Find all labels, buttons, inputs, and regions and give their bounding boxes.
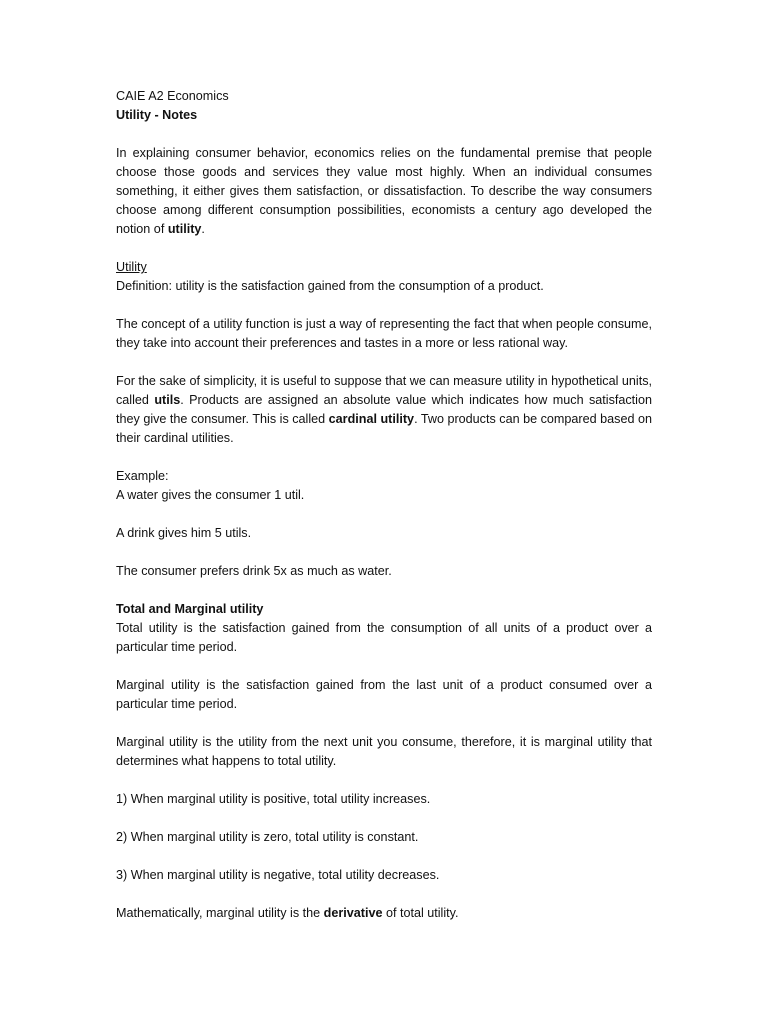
notes-title-text: Utility - Notes	[116, 108, 198, 122]
cardinal-utility-paragraph	[116, 372, 652, 448]
course-title: CAIE A2 Economics	[116, 89, 229, 103]
intro-paragraph	[116, 144, 652, 239]
utility-definition: Definition: utility is the satisfaction gained from the consumption of a product.	[116, 279, 544, 293]
total-utility-definition: Total utility is the satisfaction gained from the consumption of all units of a product over a particular time period.	[116, 621, 652, 654]
example-label: Example:	[116, 469, 169, 483]
marginal-determines-paragraph: Marginal utility is the utility from the next unit you consume, therefore, it is marginal utility that determines what happens to total utility.	[116, 735, 652, 768]
marginal-utility-definition: Marginal utility is the satisfaction gained from the last unit of a product consumed over a particular time period.	[116, 678, 652, 711]
rule-3: 3) When marginal utility is negative, total utility decreases.	[116, 868, 440, 882]
rule-2: 2) When marginal utility is zero, total utility is constant.	[116, 830, 419, 844]
intro-text: In explaining consumer behavior, economics relies on the fundamental premise that people choose those goods and services they value most highly. When an individual consumes something, it either gives them satisfaction, or dissatisfaction. To describe the way consumers choose among different consumption possibilities, economists a century ago developed the notion of	[116, 146, 652, 236]
marginal-heading-text: Total and Marginal utility	[116, 602, 264, 616]
cardinal-bold-utils: utils	[154, 393, 181, 407]
derivative-text-1: Mathematically, marginal utility is the	[116, 906, 324, 920]
utility-heading-text: Utility	[116, 260, 147, 274]
derivative-bold: derivative	[323, 906, 383, 920]
example-line-2: A drink gives him 5 utils.	[116, 526, 252, 540]
example-line-3: The consumer prefers drink 5x as much as water.	[116, 564, 392, 578]
intro-bold-utility: utility	[167, 222, 202, 236]
notes-title	[116, 106, 652, 125]
derivative-paragraph	[116, 904, 652, 923]
cardinal-text-1: For the sake of simplicity, it is useful to suppose that we can measure utility in hypothetical units, called	[116, 374, 652, 407]
utility-heading	[116, 258, 652, 277]
marginal-heading	[116, 600, 652, 619]
utility-function-paragraph: The concept of a utility function is just a way of representing the fact that when people consume, they take into account their preferences and tastes in a more or less rational way.	[116, 317, 652, 350]
cardinal-text-2: . Products are assigned an absolute value which indicates how much satisfaction they give the consumer. This is called	[116, 393, 652, 426]
document-page	[116, 87, 652, 923]
cardinal-bold-term: cardinal utility	[328, 412, 415, 426]
example-line-1: A water gives the consumer 1 util.	[116, 488, 305, 502]
derivative-text-2: of total utility.	[382, 906, 459, 920]
cardinal-text-3: . Two products can be compared based on their cardinal utilities.	[116, 412, 652, 445]
intro-end: .	[201, 222, 205, 236]
rule-1: 1) When marginal utility is positive, total utility increases.	[116, 792, 431, 806]
